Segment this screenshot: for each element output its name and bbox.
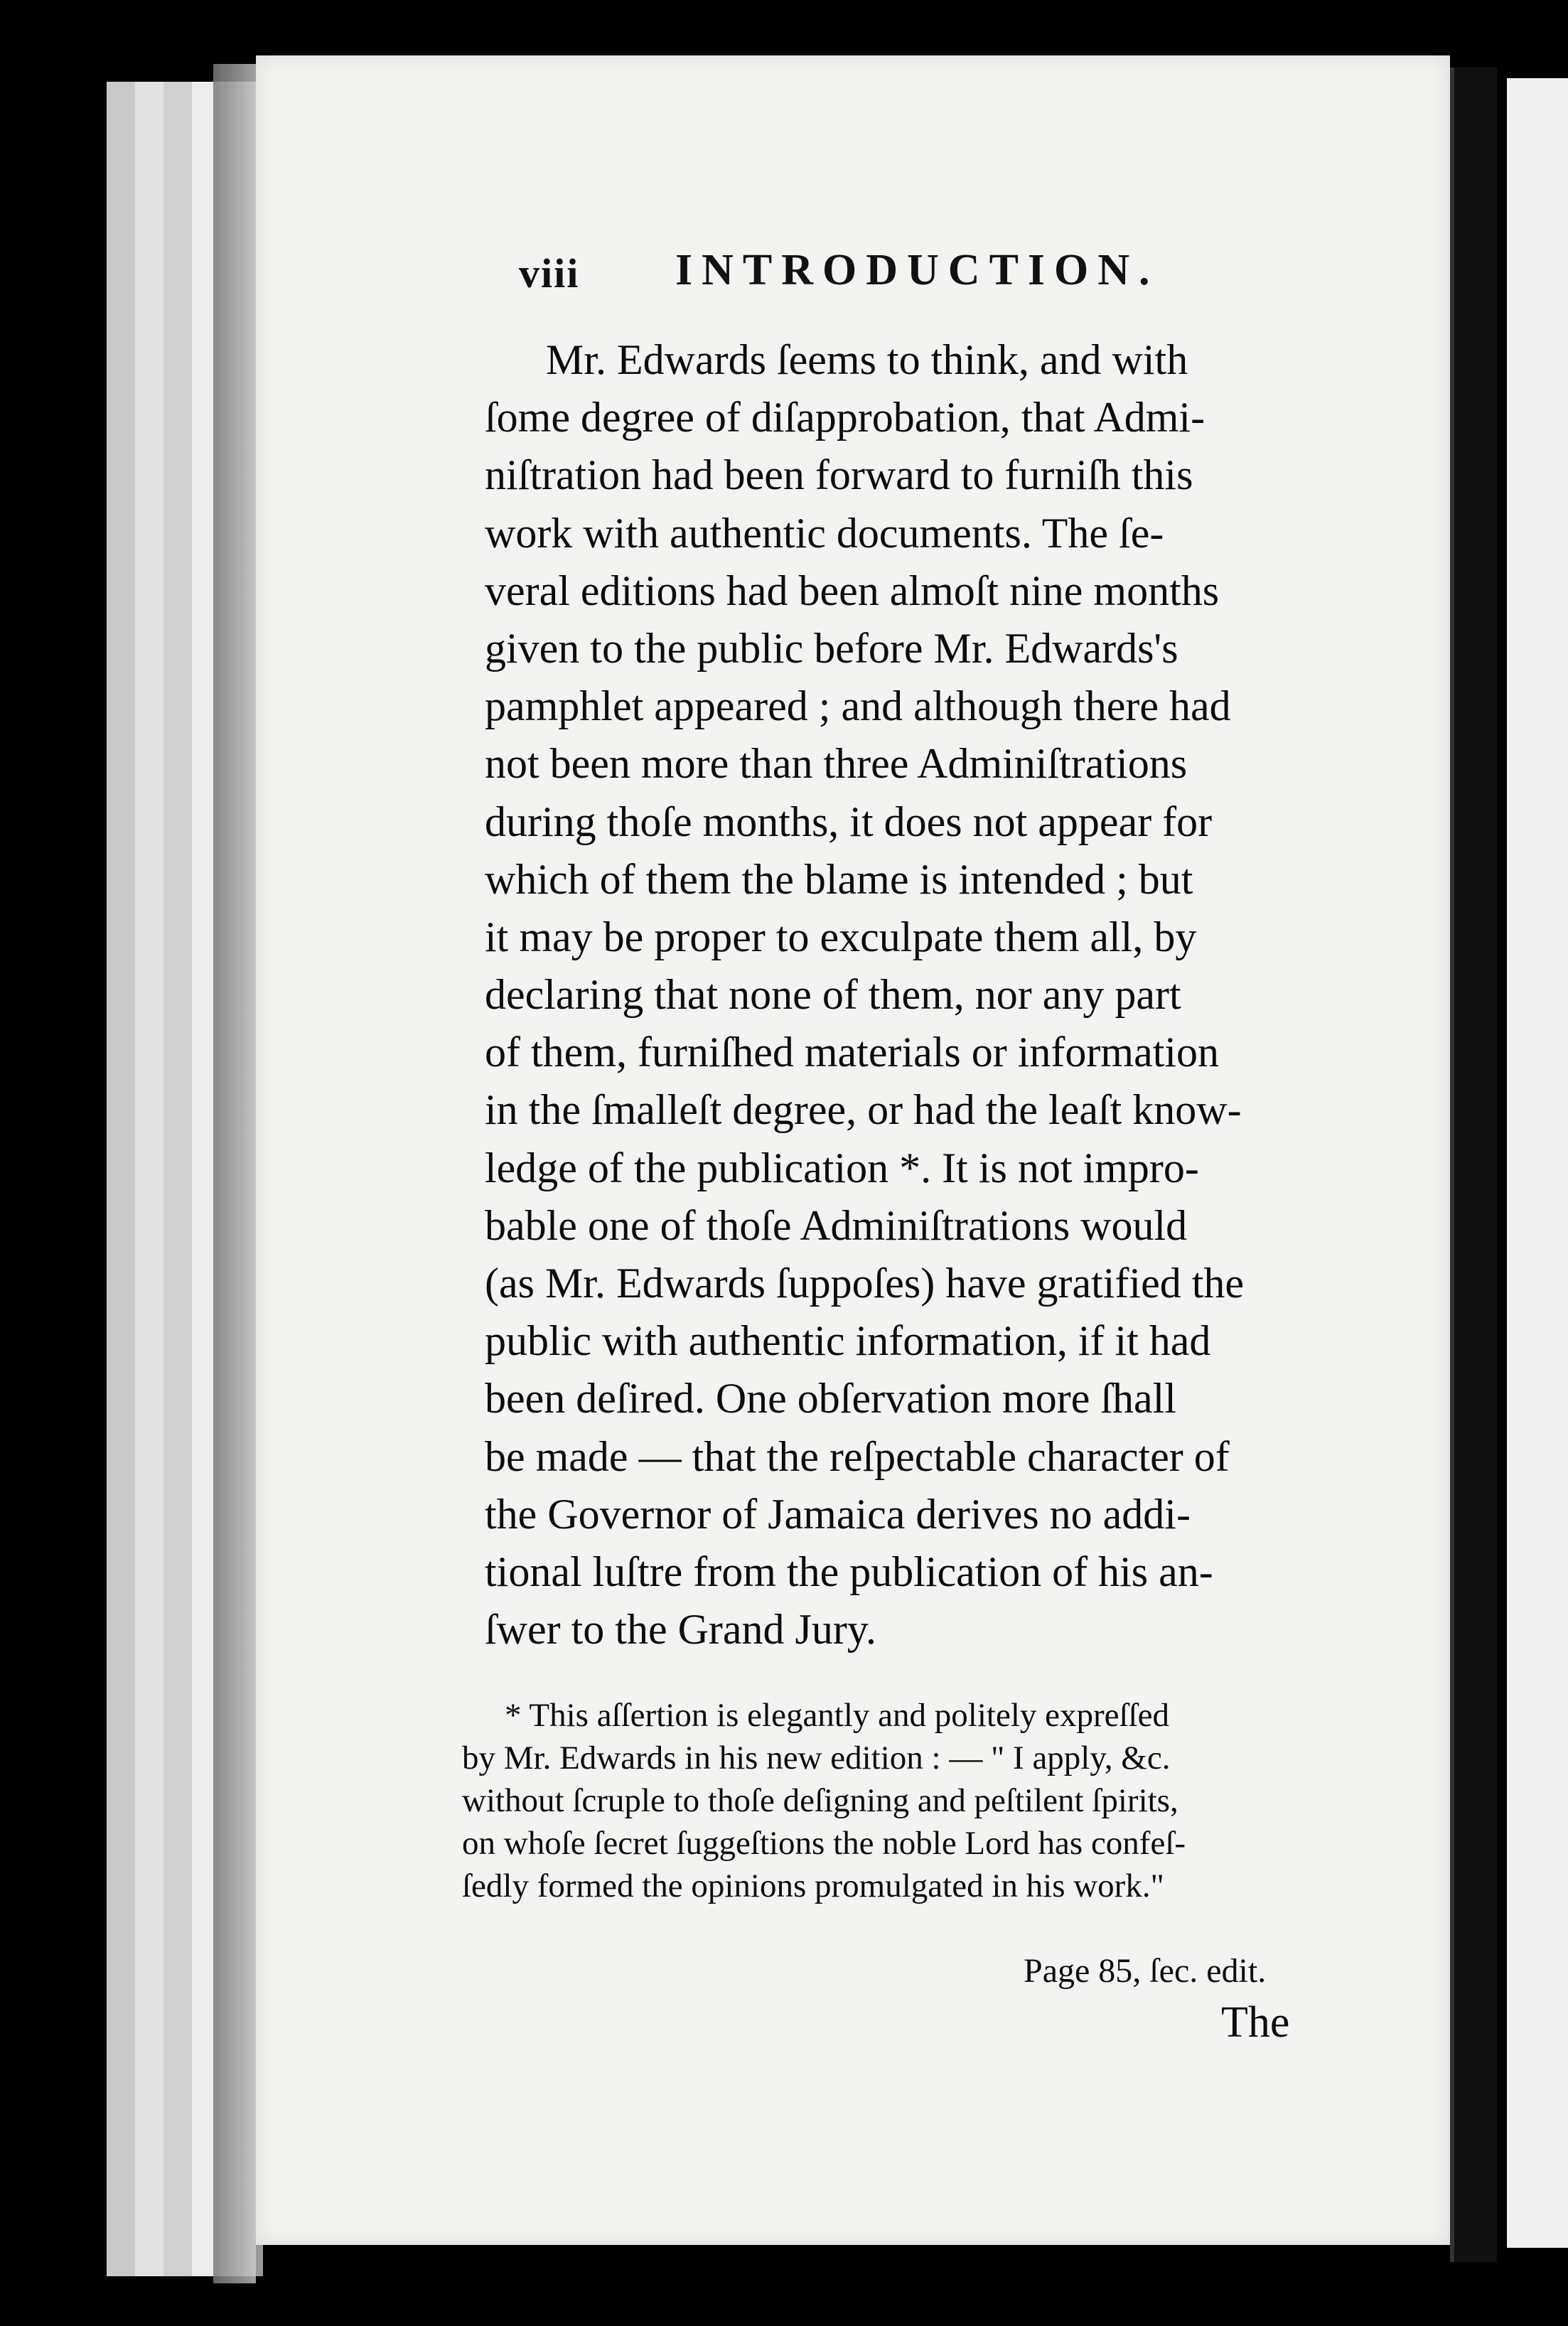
page-edge [135,82,166,2276]
text-line: tional luſtre from the publication of his an- [485,1548,1213,1595]
text-line: which of them the blame is intended ; but [485,855,1193,903]
footnote-line: on whoſe ſecret ſuggeſtions the noble Lord has confeſ- [462,1825,1186,1862]
text-line: ſome degree of diſapprobation, that Admi- [485,394,1205,441]
page-number: viii [519,250,580,296]
text-line: it may be proper to exculpate them all, by [485,913,1197,960]
text-line: public with authentic information, if it had [485,1317,1211,1365]
text-line: the Governor of Jamaica derives no addi- [485,1490,1191,1538]
footnote-line: without ſcruple to thoſe deſigning and peſtilent ſpirits, [462,1782,1178,1819]
page-edge [107,82,138,2276]
text-line: niſtration had been forward to furniſh this [485,451,1193,499]
footnote-line: ſedly formed the opinions promulgated in his work." [462,1867,1164,1904]
binding-shadow [1450,68,1497,2262]
text-line: during thoſe months, it does not appear for [485,798,1213,845]
text-line: declaring that none of them, nor any part [485,971,1181,1019]
text-line: not been more than three Adminiſtrations [485,740,1188,788]
facing-page-edge [1507,78,1568,2248]
footnote-line: * This aſſertion is elegantly and politely expreſſed [505,1697,1169,1734]
text-line: of them, furniſhed materials or information [485,1029,1220,1076]
text-line: be made — that the reſpectable character of [485,1432,1230,1480]
text-line: pamphlet appeared ; and although there had [485,682,1231,730]
running-title: INTRODUCTION. [675,246,1159,294]
text-line: Mr. Edwards ſeems to think, and with [546,336,1188,383]
text-line: been deſired. One obſervation more ſhall [485,1375,1176,1422]
text-line: in the ſmalleſt degree, or had the leaſt know- [485,1086,1242,1134]
footnote-line: by Mr. Edwards in his new edition : — " I apply, &c. [462,1740,1171,1776]
text-line: ledge of the publication *. It is not impro- [485,1144,1199,1191]
text-line: veral editions had been almoſt nine months [485,567,1220,614]
text-line: ſwer to the Grand Jury. [485,1606,876,1654]
text-line: given to the public before Mr. Edwards's [485,624,1178,672]
text-line: (as Mr. Edwards ſuppoſes) have gratified the [485,1260,1245,1307]
catchword: The [1221,1998,1290,2047]
text-line: bable one of thoſe Adminiſtrations would [485,1201,1188,1249]
text-line: work with authentic documents. The ſe- [485,509,1164,557]
running-head [519,245,1230,302]
page-edge [163,82,195,2276]
body-text [485,331,1359,1658]
footnote [462,1694,1350,1907]
gutter-shadow [213,64,256,2283]
footnote-reference: Page 85, ſec. edit. [1024,1952,1267,1990]
